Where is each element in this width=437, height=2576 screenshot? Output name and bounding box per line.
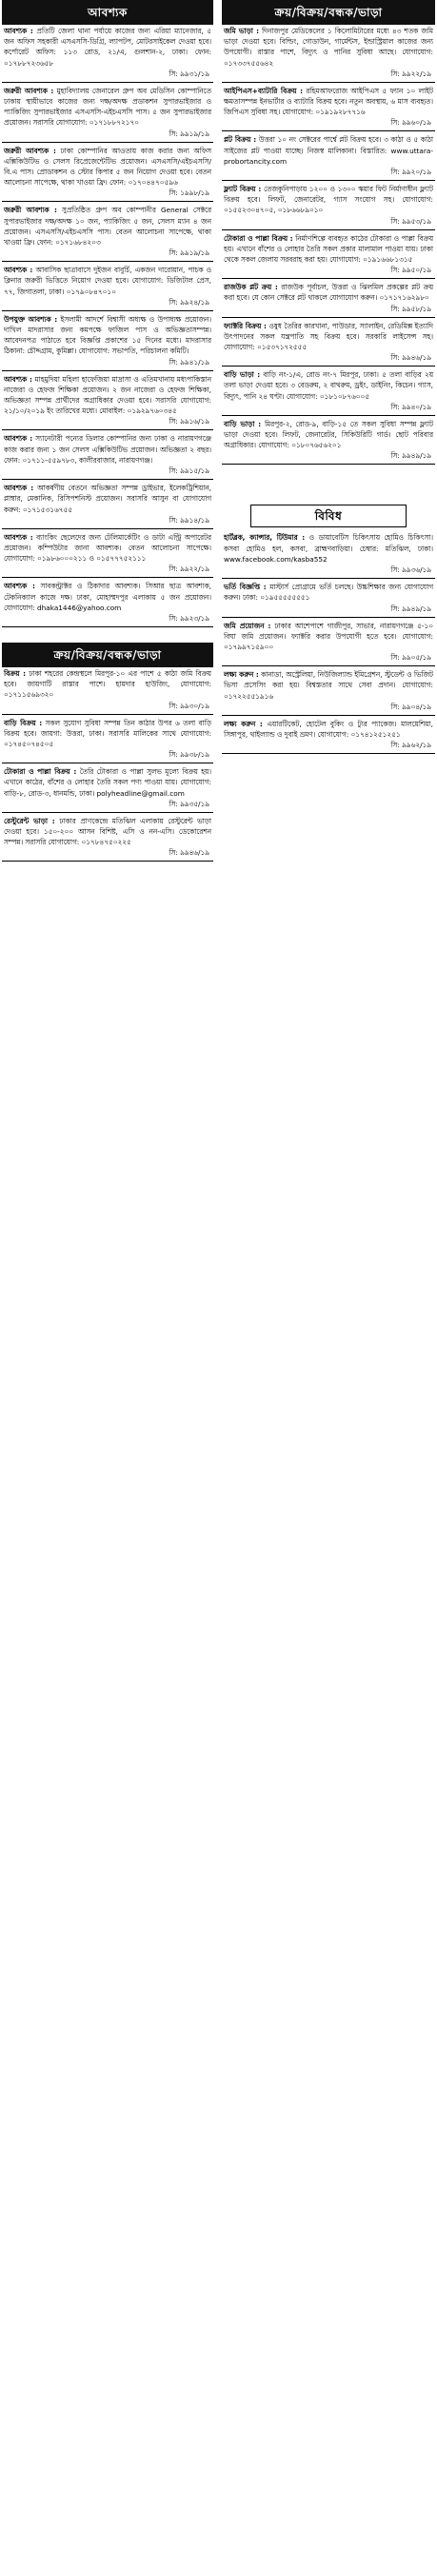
ad-body: রহিমআফরোজ আইপিএস ৫ ফ্যান ১০ লাইট ক্ষমতাসম্পন্ন ইনভার্টার ও ব্যাটারি বিক্রয় হবে। নতুন অবস্থায়, ৬ মাস ব্যবহৃত। জিপিএস সুবিধা সহ। যোগাযোগ: ০১৯১৯২৮৭৭১৬ [224, 86, 433, 117]
classified-ad [2, 264, 213, 297]
ad-code: সি: ৯৯২০/১৯ [222, 167, 435, 181]
ad-code: সি: ৯৯০৫/১৯ [222, 652, 435, 666]
ad-title: আবশ্যক : [4, 434, 33, 444]
ad-body: ঢাকার প্রাণকেন্দ্রে মতিঝিল এলাকায় রেস্টুরেন্ট ভাড়া দেওয়া হবে। ১৫০-২০০ আসন বিশিষ্ট, এসি ও নন-এসি। ডেকোরেশন সম্পন্ন। সরাসরি যোগাযোগ: ০১৭৮৪৭৫০২২৫ [4, 816, 211, 847]
classified-ad [222, 668, 435, 702]
classified-ad [222, 320, 435, 353]
ad-code: সি: ৯৯৪০/১৯ [222, 402, 435, 416]
ad-code: সি: ১৯৯৮/১৯ [2, 188, 213, 202]
ad-title: আবশ্যক : [4, 484, 34, 493]
classified-ad [222, 531, 435, 565]
ad-title: আবশ্যক : [4, 582, 35, 591]
ad-code: সি: ৯৯৬০/১৯ [222, 117, 435, 131]
ad-body: সকল সুযোগ সুবিধা সম্পন্ন তিন কাঠার উপর ৬ তলা বাড়ি বিক্রয় হবে। জায়গা: উত্তরা, ঢাকা। সরাসরি মালিকের সাথে যোগাযোগ: ০১৭৪৫০৭৪৫০৫ [4, 718, 211, 748]
classified-ad [2, 482, 213, 515]
classified-ad [222, 85, 435, 118]
classified-ad [222, 183, 435, 216]
section-heading-wanted: আবশ্যক [2, 0, 213, 25]
ad-body: প্রতিটি জেলা থানা পর্যায়ে কাজের জন্য এরিয়া ম্যানেজার, ৫ জন অফিস সহকারী এসএসসি-ডিগ্রি, ল্যাপটপ, মোটরসাইকেল দেওয়া হবে। কর্পোরেট অফিস: ১১৩ রোড, ২১/এ, গুলশান-২, ঢাকা। ফোন: ০১৭৮৮৭২৩৬৫৮ [4, 27, 211, 68]
ad-body: স্যানেটারী পন্যের ডিলার কোম্পানির জন্য ঢাকা ও নারায়ণগঞ্জে কাজ করার জন্য ১ জন সেলস এক্সিকিউটিভ প্রয়োজন। অভিজ্ঞতা ২ বছর। ফোন: ০১৭১১-৫৫৯৭৮৩, কালীরবাজার, নারায়ণগঞ্জ। [4, 434, 211, 465]
ad-body: মুহাবিদ্যালয় জেনারেল গ্রুপ অব মেডিসিন কোম্পানিতে ঢাকায় স্থায়ীভাবে কাজের জন্য দক্ষ/অদক্ষ প্রডাকশন সুপারভাইজার ও প্যাকিজিং সুপারভাইজার এসএসসি-এইচএসসি পাস। ৫ জন সুপারভাইজার প্রয়োজন। সরাসরি যোগাযোগ: ০১৭১৮৮৭২১৭০ [4, 86, 211, 128]
ad-body: সাবকন্ট্রাক্টর ও ঠিকাদার আবশ্যক। সিআর ছাত্র আবশ্যক, টেকনিক্যাল কাজে দক্ষ। ঢাকা, মোহাম্মদপুর এলাকায় ৫ জন প্রয়োজন। যোগাযোগ: dhaka1446@yahoo.com [4, 582, 211, 612]
ad-title: উপযুক্ত আবশ্যক : [4, 314, 58, 324]
ad-title: বাড়ি বিক্রয় : [4, 718, 43, 727]
ad-list-sale-right [222, 25, 435, 465]
ad-code: সি: ৯৯৪৯/১৯ [222, 450, 435, 465]
classified-ad [2, 531, 213, 565]
ad-code: সি: ৯৯২৪/১৯ [2, 297, 213, 311]
ad-code: সি: ৯৯৩৬/১৯ [222, 565, 435, 579]
classified-ad [2, 765, 213, 799]
left-column [2, 0, 213, 863]
ad-list-sale-left [2, 667, 213, 862]
ad-title: জমি ভাড়া : [224, 27, 259, 35]
classified-ad [2, 204, 213, 248]
classified-ad [222, 232, 435, 266]
ad-code: সি: ৯৯৪৬/১৯ [222, 352, 435, 367]
ad-body: কানাডা, অস্ট্রেলিয়া, নিউজিল্যান্ড ইমিগ্রেশন, স্টুডেন্ট ও ভিজিট ভিসা প্রসেসিং করা হয়। বিশ্বস্ততার সাথে সেবা প্রদান। যোগাযোগ: ০১৭২২৫৫১৯১৬ [224, 670, 433, 701]
ad-title: ফ্যাক্টরি বিক্রয় : [224, 321, 267, 330]
ad-code: সি: ৯৯৩৮/১৯ [2, 749, 213, 763]
ad-title: হার্টব্লক, ক্যান্সার, টিউমার : [224, 533, 306, 543]
ad-title: জরুরী আবশ্যক : [4, 206, 57, 215]
ad-code: সি: ৯৯৫৮/১৯ [222, 304, 435, 318]
classified-ad [222, 718, 435, 740]
classified-ad [2, 580, 213, 613]
ad-body: মাহমুদিয়া মহিলা হাফেজিয়া মাদ্রাসা ও এতিমখানায় মধ্যপাকিস্তান নাজেরা ও হেফজ শিক্ষিকা প্রয়োজন। ২ জন নাজেরা ও হেফজ শিক্ষিকা, অভিজ্ঞতা সম্পন্ন প্রার্থীদের অগ্রাধিকার দেওয়া হবে। সরাসরি যোগাযোগ: ২১/১০/২০১৯ ইং তারিখের মধ্যে। মোবাইল: ০১৯২৯৭৬০৩৪৫ [4, 374, 211, 416]
classified-ad [2, 815, 213, 848]
classified-ad [2, 432, 213, 466]
section-heading-misc: বিবিধ [250, 505, 407, 527]
ad-code: সি: ৯৯১৯/১৯ [2, 248, 213, 262]
ad-code: সি: ৯৯৩০/১৯ [2, 701, 213, 715]
classified-ad [2, 373, 213, 417]
ad-code: সি: ৯৯১৬/১৯ [2, 416, 213, 430]
ad-body: আকর্ষণীয় বেতনে অভিজ্ঞতা সম্পন্ন ড্রাইভার, ইলেকট্রিশিয়ান, প্লাম্বার, মেকানিক, রিসিপশনিস্ট প্রয়োজন। সরাসরি আসুন বা যোগাযোগ করুন: ০১৭১৫৩১৬৭৫৫ [4, 484, 211, 514]
ad-code: সি: ৯৯৬২/১৯ [222, 740, 435, 754]
ad-code: সি: ৯৯৫৩/১৯ [222, 216, 435, 230]
ad-body: দিনাজপুর মেডিকেলের ১ কিলোমিটারের মধ্যে ৪৩ শতক জমি ভাড়া দেওয়া হবে। বিল্ডিং, গোডাউন, গার্মেন্টস, ইন্ডাস্ট্রিয়াল কাজের জন্য উপযোগী। রাস্তার পাশে, বিদ্যুৎ ও পানির সুবিধা আছে। যোগাযোগ: ০১৭৩৩৭৫৫৬৪২ [224, 27, 433, 68]
ad-body: তৈরি টোকারা ও পাল্লা সুলভ মূল্যে বিক্রয় হয়। এখানে কাঠের, বাঁশের ও লোহার তৈরি সকল পণ্য পাওয়া যায়। যোগাযোগ: বাড়ি-৮, রোড-৩, ধানমন্ডি, ঢাকা। polyheadline@gmail.com [4, 767, 212, 798]
ad-title: প্লট বিক্রয় : [224, 135, 257, 145]
ad-body: নির্মাণশিল্পে ব্যবহৃত কাঠের টোকারা ও পাল্লা বিক্রয় হয়। এখানে বাঁশের ও লোহার তৈরি সকল প্রকার মালামাল পাওয়া যায়। ঢাকা থেকে সকল জেলায় সরবরাহ করা হয়। যোগাযোগ: ০১৯১৬৬৮১৩১৫ [224, 233, 434, 265]
ad-code: সি: ৯৯২২/১৯ [222, 69, 435, 83]
ad-code: সি: ৯৯৪১/১৯ [2, 357, 213, 371]
ad-body: আবাসিক ছাত্রাবাসে দুইজন বাবুর্চি, একজন দারোয়ান, পাচক ও ক্লিনার জরুরী ভিত্তিতে নিয়োগ দেওয়া হবে। যোগাযোগ: ডিজিটাল প্রেস, ৭৭, জিগাতলা, ঢাকা। ০১৭৯০৮৪৭০১০ [4, 266, 212, 296]
classified-ad [222, 368, 435, 402]
ad-body: সুপ্রতিষ্ঠিত গ্রুপ অব কোম্পানীর General সেক্টরে সুপারভাইজার দক্ষ/অদক্ষ ১০ জন, প্যাকিজিং ৫ জন, সেলস ম্যান ৪ জন প্রয়োজন। এসএসসি/এইচএসসি পাস। বেতন আলোচনা সাপেক্ষে, থাকা খাওয়া ফ্রি। ফোন: ০১৭১৬৮৪২০৩ [4, 206, 211, 248]
ad-body: রাজউক পূর্বাচল, উত্তরা ও ঝিলমিল প্রকল্পের প্লট ক্রয় করা হবে। যে কোন সেক্টরে প্লট থাকলে যোগাযোগ করুন। ০১৭১৭১৬২৯৮০ [224, 283, 433, 303]
ad-body: ওষুধ তৈরির কারখানা, পাউডার, স্যালাইন, রেডিমিক্স ইত্যাদি উৎপাদনের সকল যন্ত্রপাতি সহ বিক্রয় হবে। সরকারি লাইসেন্স সহ। যোগাযোগ: ০১৫৩৭১৭২৫৫৫ [224, 321, 433, 352]
ad-title: ভর্তি বিজ্ঞপ্তি : [224, 583, 267, 592]
ad-title: আবশ্যক : [4, 532, 33, 542]
ad-list-wanted [2, 25, 213, 627]
ad-code: সি: ৯৯০৪/১৯ [222, 702, 435, 716]
ad-code: সি: ৯৯৪৬/১৯ [2, 847, 213, 862]
ad-code: সি: ৯৯১৪/১৯ [2, 515, 213, 529]
ad-code: সি: ৯৯১৫/১৯ [2, 466, 213, 480]
ad-title: জমি প্রয়োজন : [224, 621, 271, 630]
ad-code: সি: ৯৯৩৫/১৯ [2, 799, 213, 813]
ad-code: সি: ৯৯১৯/১৯ [2, 129, 213, 143]
ad-title: জরুরী আবশ্যক : [4, 86, 54, 95]
ad-title: আবশ্যক : [4, 266, 33, 275]
ad-body: ঢাকা কোম্পানির আওতায় কাজ করার জন্য অফিস এক্সিকিউটিভ ও সেলস রিপ্রেজেন্টেটিভ প্রয়োজন। এসএসসি/এইচএসসি/বি.এ পাস। প্রোডাকশন ও স্টোর কিপার ৫ জন নিয়োগ দেওয়া হবে। বেতন আলোচনা সাপেক্ষে, থাকা খাওয়া ফ্রি। ফোন: ০১৭০৪৪৭০৫৯৬ [4, 146, 211, 188]
ad-body: এয়ারটিকেট, হোটেল বুকিং ও ট্যুর প্যাকেজ। মালয়েশিয়া, সিঙ্গাপুর, থাইল্যান্ড ও দুবাই ভ্রমণ। যোগাযোগ: ০১৭৪১২৫১২৫১ [224, 719, 433, 739]
ad-body: ঢাকা শহরের কেন্দ্রস্থলে মিরপুর-১০ এর পাশে ৫ কাঠা জমি বিক্রয় হবে। জায়গাটি রাস্তার পাশে। হায়দার হাউজিং, যোগাযোগ: ০১৭১১৫৬৯৩২০ [4, 668, 211, 700]
right-column [222, 0, 435, 756]
ad-code: সি: ৯৯২৩/১৯ [2, 613, 213, 627]
ad-title: আইপিএস+ব্যাটারি বিক্রয় : [224, 86, 304, 95]
classified-ad [222, 133, 435, 167]
ad-title: টোকারা ও পাল্লা বিক্রয় : [4, 767, 77, 777]
ad-body: ঢাকার আশেপাশে গাজীপুর, সাভার, নারায়ণগঞ্জে ৫-১০ বিঘা জমি প্রয়োজন। ফ্যাক্টরি করার উপযোগী হতে হবে। যোগাযোগ: ০১৭৯৯৭১৫৯০০ [224, 621, 433, 651]
ad-list-misc [222, 531, 435, 754]
ad-body: উত্তরা ১০ নং সেক্টরের পার্শ্বে প্লট বিক্রয় হবে। ৩ কাঠা ও ৫ কাঠা সাইজের প্লট পাওয়া যাচ্ছে। নিজস্ব মালিকানা। বিস্তারিত: www.uttara-probortancity.com [224, 135, 433, 166]
classified-ad [2, 313, 213, 357]
classified-ad [2, 85, 213, 129]
classified-ad [2, 25, 213, 69]
ad-title: বাড়ি ভাড়া : [224, 419, 262, 428]
ad-title: টোকারা ও পাল্লা বিক্রয় : [224, 233, 293, 243]
classified-ad [2, 145, 213, 188]
ad-body: ব্যাংকিং ছেলেদের জন্য টেলিমার্কেটিং ও ডাটা এন্ট্রি অপারেটর প্রয়োজন। কম্পিউটার জানা আবশ্যক। বেতন আলোচনা সাপেক্ষে। যোগাযোগ: ০১৯৮৬০০০২১১ ও ০১৫৭৭৭৫২১১১ [4, 532, 212, 564]
ad-title: আবশ্যক : [4, 27, 33, 35]
ad-title: রাজউক প্লট ক্রয় : [224, 283, 278, 292]
ad-title: ফ্ল্যাট বিক্রয় : [224, 185, 262, 194]
ad-title: আবশ্যক : [4, 374, 32, 384]
classified-ad [2, 667, 213, 701]
classified-ad [222, 581, 435, 603]
ad-body: বাড়ি নং-১/এ, রোড নং-৭ মিরপুর, ঢাকা। ৫ তলা বাড়ির ২য় তলা ভাড়া দেওয়া হবে। ৩ বেডরুম, ২ বাথরুম, ড্রইং, ডাইনিং, কিচেন। গ্যাস, বিদ্যুৎ, পানি ২৪ ঘণ্টা। যোগাযোগ: ০১৮১০৮৭৬০০৫ [224, 370, 433, 401]
ad-title: রেস্টুরেন্ট ভাড়া : [4, 816, 55, 825]
ad-title: বিক্রয় : [4, 668, 26, 678]
ad-title: লক্ষ্য করুন : [224, 719, 263, 728]
ad-code: সি: ৯৯৩১/১৯ [2, 69, 213, 83]
ad-body: মাস্টার্স প্রোগ্রামে ভর্তি চলছে। উচ্চশিক্ষার জন্য যোগাযোগ করুন। ঢাকা: ০১৯৫৫৫৫৫৫৫১ [224, 583, 433, 603]
ad-body: ও ডায়াবেটিস চিকিৎসায় হোমিও চিকিৎসা। কসবা হোমিও হল, কসবা, ব্রাহ্মণবাড়িয়া। চেম্বার: মতিঝিল, ঢাকা। www.facebook.com/kasba552 [224, 533, 433, 564]
classified-ad [222, 281, 435, 303]
ad-title: লক্ষ্য করুন : [224, 670, 259, 680]
ad-body: তেজকুনিপাড়ায় ১২০০ ও ১৩০০ স্কয়ার ফিট নির্মাণাধীন ফ্ল্যাট বিক্রয় হবে। লিফট, জেনারেটর, গ্যাস সংযোগ সহ। যোগাযোগ: ০১৫৫২৩০৪৭০৫, ০১৮৬৬৮৯০১০ [224, 185, 434, 215]
classified-ad [2, 717, 213, 750]
ad-code: সি: ৯৯৫০/১৯ [222, 265, 435, 279]
ad-title: জরুরী আবশ্যক : [4, 146, 56, 155]
section-heading-sale-right: ক্রয়/বিক্রয়/বন্ধক/ভাড়া [222, 0, 435, 25]
ad-code: সি: ৯৯২২/১৯ [2, 564, 213, 578]
section-heading-sale: ক্রয়/বিক্রয়/বন্ধক/ভাড়া [2, 643, 213, 667]
ad-title: বাড়ি ভাড়া : [224, 370, 261, 380]
ad-code: সি: ৯৯৪৯/১৯ [222, 604, 435, 618]
ad-body: মিরপুর-২, রোড-৯, বাড়ি-১৫ তে সকল সুবিধা সম্পন্ন ফ্ল্যাট ভাড়া দেওয়া হবে। লিফট, জেনারেটর, সিকিউরিটি গার্ড। ছোট পরিবার অগ্রাধিকার। যোগাযোগ: ০১৮০৭৬৫৬২০১ [224, 419, 433, 450]
classified-ad [222, 418, 435, 451]
ad-body: ইসলামী আদর্শে বিশ্বাসী অধ্যক্ষ ও উপাধ্যক্ষ প্রয়োজন। দাখিল মাদরাসার জন্য কমপক্ষে ফাজিল পাস ও অভিজ্ঞতাসম্পন্ন। আবেদনপত্র পাঠাতে হবে বিজ্ঞপ্তি প্রকাশের ১৫ দিনের মধ্যে। মাদরাসার ঠিকানা: চৌদ্দগ্রাম, কুমিল্লা। যোগাযোগ: সভাপতি, পরিচালনা কমিটি। [4, 314, 212, 356]
classified-ad [222, 25, 435, 69]
classified-ad [222, 620, 435, 653]
